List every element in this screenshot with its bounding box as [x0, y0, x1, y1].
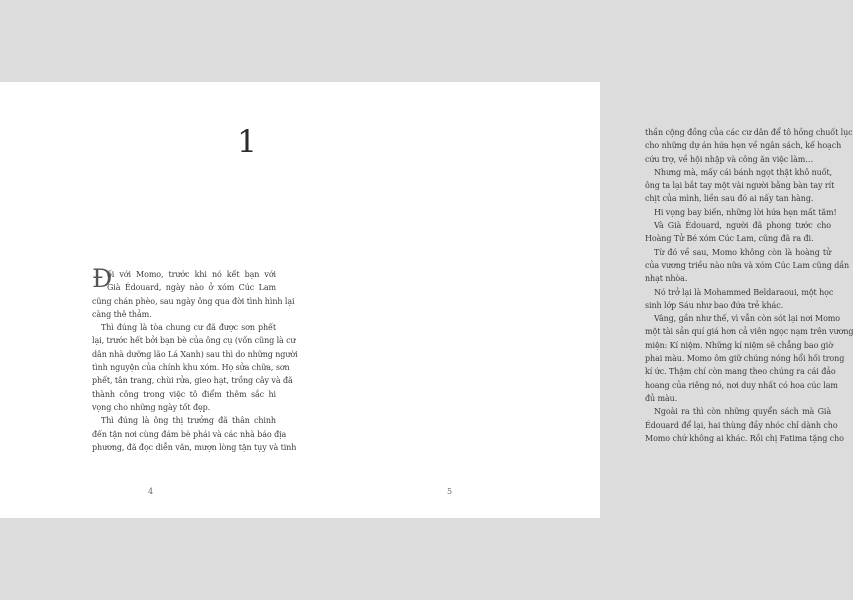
paragraph: [645, 219, 831, 246]
text-line: phết, tân trang, chùi rửa, gieo hạt, trồng cây và đã: [92, 376, 293, 386]
text-line: Hoàng Tử Bé xóm Cúc Lam, cũng đã ra đi.: [645, 234, 814, 244]
text-line: Édouard để lại, hai thùng đầy nhóc chỉ dành cho: [645, 420, 838, 430]
text-line: kí ức. Thậm chí còn mang theo chúng ra cái đảo: [645, 367, 836, 377]
text-line: dân nhà dưỡng lão Lá Xanh) sau thì do những người: [92, 349, 298, 359]
text-line: chịt của mình, liền sau đó ai nấy tan hàng.: [645, 194, 814, 204]
paragraph: [645, 246, 850, 286]
paragraph: [645, 312, 853, 405]
right-page: [300, 82, 853, 518]
text-line: thần cộng đồng của các cư dân để tô hồng chuốt lục: [645, 128, 853, 137]
book-spread: [0, 82, 853, 518]
text-line: phai màu. Momo ôm giữ chúng nóng hổi hối trong: [645, 354, 845, 364]
text-line: Nhưng mà, mấy cái bánh ngọt thật khô nuốt,: [654, 167, 833, 177]
text-line: tình nguyện của chính khu xóm. Họ sửa chữa, sơn: [92, 363, 290, 373]
text-line: của vương triều nào nữa và xóm Cúc Lam cũng dần: [645, 260, 850, 270]
paragraph: [92, 264, 295, 321]
text-line: càng thê thảm.: [92, 309, 152, 319]
paragraph: [645, 286, 834, 313]
text-line: miện: Kí niệm. Những kí niệm sẽ chẳng bao giờ: [645, 340, 833, 350]
text-line: thành công trong việc tô điểm thêm sắc hi: [92, 389, 276, 399]
text-line: một tài sản quí giá hơn cả viên ngọc nạm trên vương: [645, 327, 853, 337]
text-line: cứu trợ, về hội nhập và công ăn việc làm…: [645, 154, 814, 164]
text-line: cũng chán phèo, sau ngày ông qua đời tình hình lại: [92, 296, 295, 306]
text-line: ông ta lại bắt tay một vài người bằng bàn tay rít: [645, 181, 835, 191]
paragraph: [645, 405, 844, 445]
text-line: vọng cho những ngày tốt đẹp.: [92, 402, 211, 412]
text-line: nhạt nhòa.: [645, 274, 688, 284]
text-line: phương, đã đọc diễn văn, mượn lòng tận tụy và tinh: [92, 442, 297, 452]
text-line: Thì đúng là ông thị trưởng đã thân chinh: [101, 416, 276, 426]
text-line: Và Già Édouard, người đã phong tước cho: [654, 221, 831, 231]
text-line: Momo chứ không ai khác. Rồi chị Fatima tặng cho: [645, 433, 844, 443]
paragraph: [645, 126, 853, 166]
page-number-right: 5: [447, 487, 453, 496]
text-line: cho những dự án hứa hẹn về ngân sách, kế hoạch: [645, 141, 842, 151]
text-line: Hi vọng bay biến, những lời hứa hẹn mất tăm!: [654, 207, 837, 217]
paragraph: [645, 206, 837, 219]
text-line: đủ màu.: [645, 393, 678, 403]
text-line: Vâng, gần như thế, vì vẫn còn sót lại nơi Momo: [654, 314, 840, 324]
page-number-left: 4: [148, 487, 154, 496]
text-line: Ngoài ra thì còn những quyển sách mà Già: [654, 407, 831, 417]
right-page-text: [645, 126, 853, 445]
text-line: lại, trước hết bởi bạn bè của ông cụ (vốn cũng là cư: [92, 336, 296, 346]
left-page: [0, 82, 300, 518]
text-line: hoang của riêng nó, nơi duy nhất có hoa cúc lam: [645, 380, 838, 390]
drop-cap: Đ: [92, 264, 113, 293]
text-line: Già Édouard, ngày nào ở xóm Cúc Lam: [107, 283, 276, 293]
chapter-number: 1: [237, 124, 257, 160]
text-line: sinh lớp Sáu như bao đứa trẻ khác.: [645, 300, 784, 310]
text-line: ối với Momo, trước khi nó kết bạn với: [107, 270, 276, 279]
paragraph: [92, 321, 298, 414]
text-line: Thì đúng là tòa chung cư đã được sơn phết: [101, 323, 276, 333]
paragraph: [645, 166, 835, 206]
text-line: Nó trở lại là Mohammed Beldaraoui, một học: [654, 287, 834, 297]
text-line: đến tận nơi cùng đám bè phái và các nhà báo địa: [92, 429, 287, 439]
paragraph: [92, 414, 297, 454]
left-page-text: [92, 264, 298, 454]
text-line: Từ đó về sau, Momo không còn là hoàng tử: [654, 247, 831, 257]
